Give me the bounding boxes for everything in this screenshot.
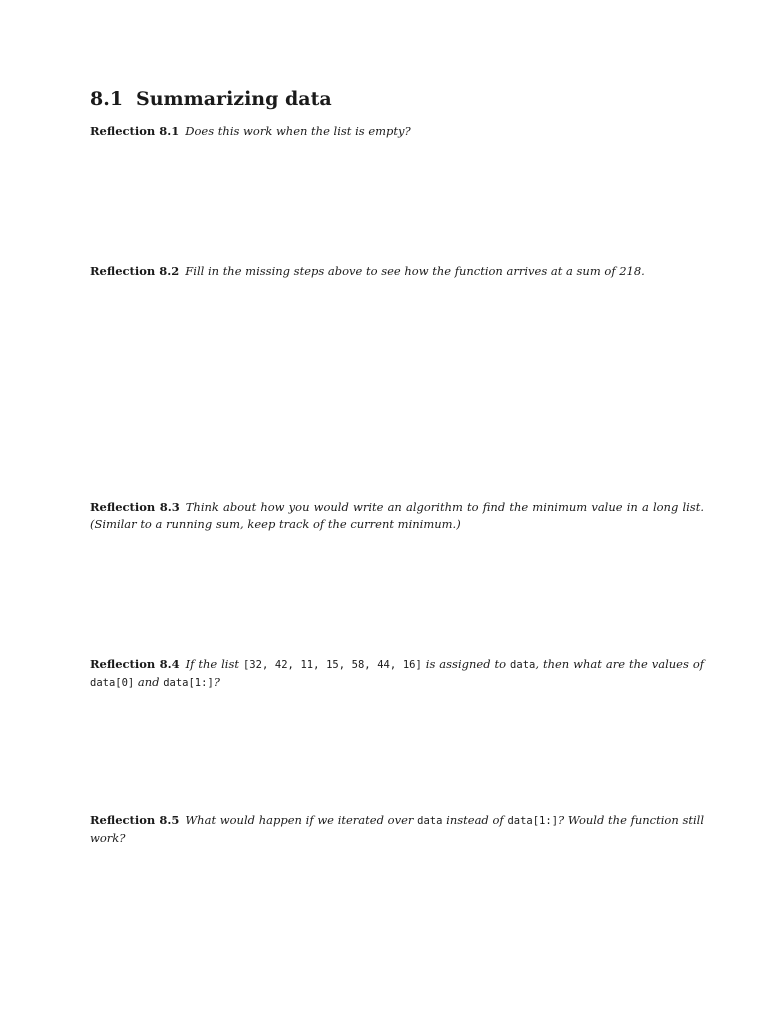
reflection-text: Does this work when the list is empty? (185, 124, 411, 138)
reflection-8-5 (90, 812, 704, 847)
code-data: data (510, 659, 536, 671)
reflection-label: Reflection 8.4 (90, 657, 180, 671)
reflection-text: Think about how you would write an algorithm to find the minimum value in a long list. (Similar to a running sum, keep track of the current minimum.) (90, 500, 704, 531)
code-list-literal: [32, 42, 11, 15, 58, 44, 16] (242, 659, 422, 671)
reflection-8-4 (90, 656, 704, 692)
code-data-slice: data[1:] (163, 677, 214, 689)
reflection-label: Reflection 8.2 (90, 264, 180, 278)
section-title: Summarizing data (136, 88, 332, 110)
code-data: data (417, 815, 443, 827)
text-segment: If the list (185, 657, 240, 671)
reflection-label: Reflection 8.1 (90, 124, 180, 138)
reflection-label: Reflection 8.3 (90, 500, 180, 514)
reflection-8-3 (90, 499, 704, 533)
text-segment: ? (213, 675, 220, 689)
text-segment: , then what are the values of (535, 657, 705, 671)
reflection-text (90, 813, 704, 845)
text-segment: instead of (446, 813, 504, 827)
text-segment: is assigned to (425, 657, 507, 671)
reflection-8-1 (90, 123, 704, 140)
code-data-slice: data[1:] (507, 815, 559, 827)
section-heading (90, 88, 332, 110)
text-segment: and (137, 675, 160, 689)
section-number: 8.1 (90, 88, 124, 110)
reflection-text: Fill in the missing steps above to see how the function arrives at a sum of 218. (185, 264, 645, 278)
reflection-8-2 (90, 263, 704, 280)
text-segment: ? Would the function still work? (90, 813, 705, 845)
text-segment: What would happen if we iterated over (185, 813, 414, 827)
code-data-index: data[0] (90, 677, 135, 689)
reflection-text (90, 657, 704, 689)
reflection-label: Reflection 8.5 (90, 813, 180, 827)
